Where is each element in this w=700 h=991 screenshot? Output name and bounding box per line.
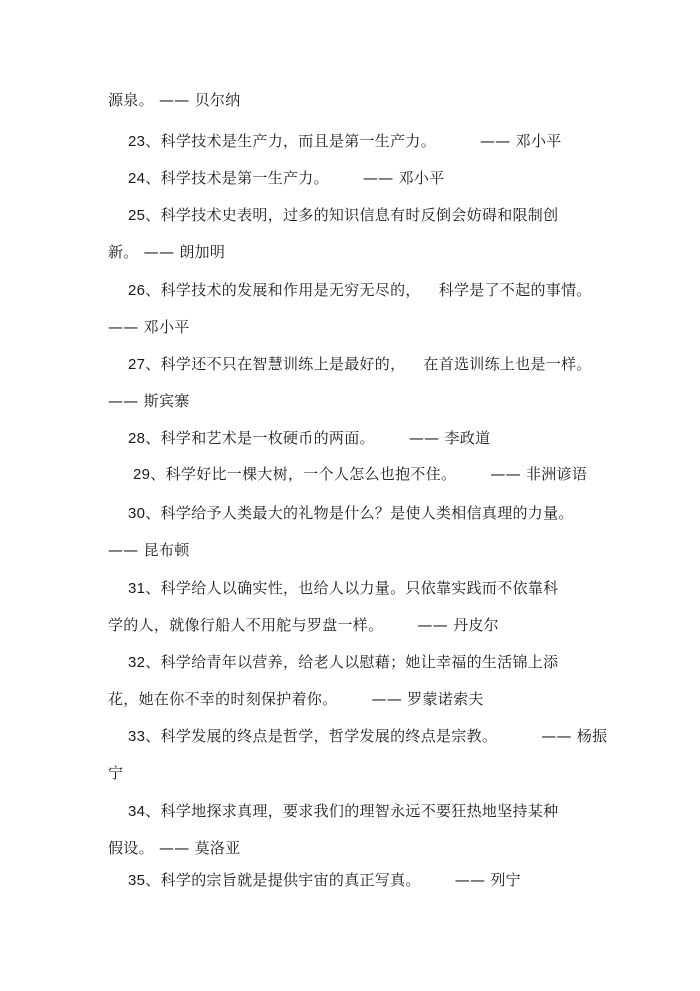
quote-text: 、科学技术是生产力，而且是第一生产力。 <box>145 132 436 150</box>
line-text: 学的人，就像行船人不用舵与罗盘一样。 <box>108 616 384 634</box>
quote-text: 、科学的宗旨就是提供宇宙的真正写真。 <box>145 871 421 889</box>
line-text: 宁 <box>108 764 124 782</box>
quote-text: 、科学发展的终点是哲学，哲学发展的终点是宗教。 <box>145 727 498 745</box>
text-line <box>108 90 241 110</box>
line-text: —— 昆布顿 <box>108 541 190 559</box>
line-text: 源泉。 —— 贝尔纳 <box>108 91 241 109</box>
quote-text: 、科学地探求真理，要求我们的理智永远不要狂热地坚持某种 <box>145 802 559 820</box>
quote-author: —— 罗蒙诺索夫 <box>371 690 484 708</box>
quote-number: 34 <box>128 803 146 820</box>
quote-28 <box>128 428 490 449</box>
quote-25 <box>128 205 558 226</box>
quote-number: 31 <box>128 580 146 597</box>
text-line <box>108 540 190 560</box>
quote-author: —— 丹皮尔 <box>417 616 499 634</box>
quote-24 <box>128 168 444 189</box>
quote-number: 30 <box>128 505 146 522</box>
text-line <box>108 763 123 783</box>
quote-author: —— 列宁 <box>454 871 521 889</box>
quote-author: —— 非洲谚语 <box>490 465 588 483</box>
quote-number: 25 <box>128 207 146 224</box>
line-text: —— 邓小平 <box>108 318 190 336</box>
quote-26 <box>128 280 592 301</box>
text-line <box>108 242 225 262</box>
quote-number: 23 <box>128 133 146 150</box>
quote-text-cont: 科学是了不起的事情。 <box>438 281 592 299</box>
line-text: 假设。 —— 莫洛亚 <box>108 839 241 857</box>
quote-author: —— 邓小平 <box>480 132 562 150</box>
quote-number: 32 <box>128 654 146 671</box>
quote-text: 、科学还不只在智慧训练上是最好的， <box>145 355 406 373</box>
quote-34 <box>128 801 558 822</box>
line-text: —— 斯宾寨 <box>108 392 190 410</box>
text-line <box>108 689 484 709</box>
quote-number: 24 <box>128 170 146 187</box>
quote-number: 35 <box>128 872 146 889</box>
quote-author: —— 李政道 <box>408 429 491 447</box>
quote-35 <box>128 870 521 891</box>
quote-27 <box>128 354 592 375</box>
quote-text: 、科学好比一棵大树，一个人怎么也抱不住。 <box>150 465 457 483</box>
quote-29 <box>133 464 587 485</box>
text-line <box>108 615 499 635</box>
quote-author: —— 邓小平 <box>362 169 445 187</box>
quote-text: 、科学给予人类最大的礼物是什么？是使人类相信真理的力量。 <box>145 504 574 522</box>
quote-text: 、科学和艺术是一枚硬币的两面。 <box>145 429 375 447</box>
quote-30 <box>128 503 574 524</box>
line-text: 新。 —— 朗加明 <box>108 243 226 261</box>
quote-number: 28 <box>128 430 146 447</box>
text-line <box>108 838 241 858</box>
text-line <box>108 391 190 411</box>
quote-text: 、科学技术是第一生产力。 <box>145 169 329 187</box>
line-text: 花，她在你不幸的时刻保护着你。 <box>108 690 338 708</box>
quote-author: —— 杨振 <box>541 727 608 745</box>
quote-number: 27 <box>128 356 146 373</box>
quote-33 <box>128 726 607 747</box>
quote-text-cont: 在首选训练上也是一样。 <box>423 355 592 373</box>
quote-text: 、科学给人以确实性，也给人以力量。只依靠实践而不依靠科 <box>145 579 559 597</box>
quote-text: 、科学技术的发展和作用是无穷无尽的， <box>145 281 421 299</box>
quote-number: 29 <box>133 466 151 483</box>
quote-number: 33 <box>128 728 146 745</box>
quote-32 <box>128 652 558 673</box>
quote-31 <box>128 578 558 599</box>
quote-text: 、科学技术史表明，过多的知识信息有时反倒会妨碍和限制创 <box>145 206 559 224</box>
quote-text: 、科学给青年以营养，给老人以慰藉；她让幸福的生活锦上添 <box>145 653 559 671</box>
quote-number: 26 <box>128 282 146 299</box>
text-line <box>108 317 190 337</box>
quote-23 <box>128 131 562 152</box>
